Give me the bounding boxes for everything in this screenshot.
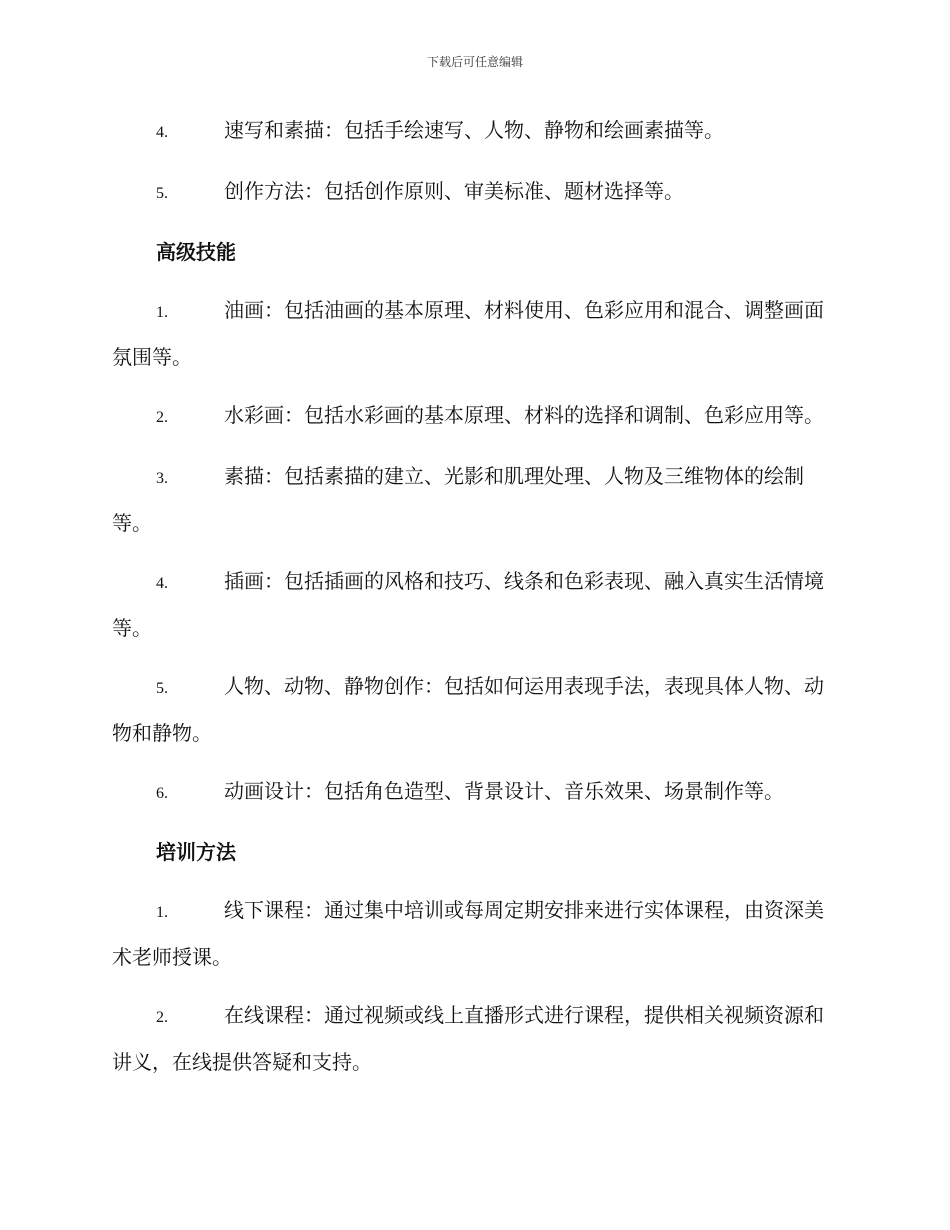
list-item [112, 454, 834, 545]
list-item [112, 664, 834, 755]
section-heading-advanced: 高级技能 [156, 240, 236, 264]
list-number: 5. [156, 680, 168, 697]
list-text: 在线课程：通过视频或线上直播形式进行课程，提供相关视频资源和讲义，在线提供答疑和支持。 [112, 1003, 824, 1074]
list-number: 4. [156, 575, 168, 592]
page-header: 下载后可任意编辑 [426, 55, 523, 69]
list-number: 6. [156, 785, 168, 802]
list-text: 素描：包括素描的建立、光影和肌理处理、人物及三维物体的绘制等。 [112, 464, 804, 535]
list-number: 3. [156, 470, 168, 487]
list-number: 4. [156, 124, 168, 141]
list-item [112, 169, 834, 216]
list-item [112, 888, 834, 979]
list-number: 2. [156, 409, 168, 426]
list-text: 插画：包括插画的风格和技巧、线条和色彩表现、融入真实生活情境等。 [112, 569, 824, 640]
list-number: 1. [156, 304, 168, 321]
list-number: 5. [156, 185, 168, 202]
list-number: 2. [156, 1009, 168, 1026]
list-text: 油画：包括油画的基本原理、材料使用、色彩应用和混合、调整画面氛围等。 [112, 298, 824, 369]
list-text: 速写和素描：包括手绘速写、人物、静物和绘画素描等。 [224, 118, 724, 142]
list-text: 人物、动物、静物创作：包括如何运用表现手法，表现具体人物、动物和静物。 [112, 674, 824, 745]
list-item [112, 108, 834, 155]
list-item [112, 769, 834, 816]
section-heading-training: 培训方法 [156, 840, 236, 864]
list-text: 动画设计：包括角色造型、背景设计、音乐效果、场景制作等。 [224, 779, 784, 803]
list-item [112, 559, 834, 650]
list-number: 1. [156, 904, 168, 921]
list-text: 线下课程：通过集中培训或每周定期安排来进行实体课程，由资深美术老师授课。 [112, 898, 824, 969]
list-item [112, 393, 834, 440]
list-text: 创作方法：包括创作原则、审美标准、题材选择等。 [224, 179, 684, 203]
list-item [112, 993, 834, 1084]
document-body [112, 108, 834, 1098]
list-text: 水彩画：包括水彩画的基本原理、材料的选择和调制、色彩应用等。 [224, 403, 824, 427]
list-item [112, 288, 834, 379]
